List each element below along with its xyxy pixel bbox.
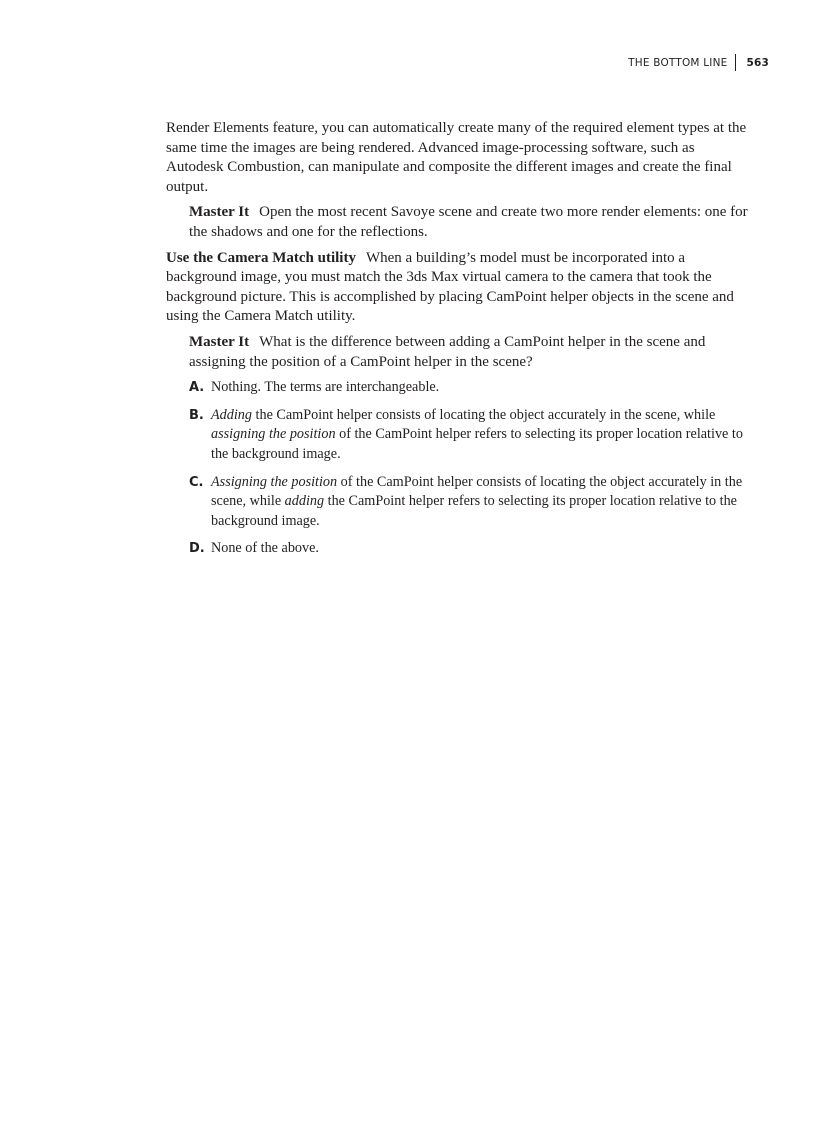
option-letter: B. <box>189 407 204 423</box>
master-it-text: Open the most recent Savoye scene and create two more render elements: one for the shadows and one for the reflections. <box>189 204 748 240</box>
option-text-part: the CamPoint helper consists of locating the object accurately in the scene, while <box>251 406 716 423</box>
option-text-part: of the CamPoint helper consists of locating the object accurately in the scene, while <box>211 473 743 510</box>
master-it-campoint <box>189 333 748 372</box>
camera-match-topic <box>166 249 748 327</box>
option-letter: A. <box>189 380 205 396</box>
option-emphasis: Assigning the position <box>211 473 338 490</box>
master-it-savoye <box>189 203 748 242</box>
page-header <box>628 54 769 71</box>
option-text: Nothing. The terms are interchangeable. <box>211 379 440 396</box>
answer-option-d <box>189 539 748 559</box>
running-head: THE BOTTOM LINE <box>628 56 728 69</box>
answer-option-a <box>189 378 748 398</box>
intro-paragraph: Render Elements feature, you can automatically create many of the required element types at the same time the images are being rendered. Advanced image-processing software, such as Autodesk Combustion, can manipulate and composite the different images and create the final output. <box>166 120 747 195</box>
option-text <box>211 406 748 465</box>
answer-option-b <box>189 406 748 465</box>
option-text-part: the CamPoint helper refers to selecting its proper location relative to the background image. <box>211 493 737 529</box>
master-it-label: Master It <box>189 333 250 350</box>
option-text-part: of the CamPoint helper refers to selecting its proper location relative to the background image. <box>211 426 743 462</box>
answer-options <box>189 378 748 559</box>
master-it-label: Master It <box>189 204 250 221</box>
option-emphasis: adding <box>284 493 325 510</box>
master-it-question: What is the difference between adding a CamPoint helper in the scene and assigning the position of a CamPoint helper in the scene? <box>189 333 706 370</box>
option-letter: C. <box>189 474 204 490</box>
option-emphasis: assigning the position <box>211 426 336 443</box>
option-emphasis: Adding <box>211 406 252 423</box>
page-number: 563 <box>746 56 769 69</box>
camera-match-label: Use the Camera Match utility <box>166 249 356 266</box>
option-text: None of the above. <box>211 540 319 557</box>
answer-option-c <box>189 473 748 532</box>
option-text <box>211 473 748 532</box>
option-letter: D. <box>189 541 205 557</box>
page-content <box>166 119 748 567</box>
camera-match-text: When a building’s model must be incorporated into a background image, you must match the 3ds Max virtual camera to the camera that took the background picture. This is accomplished by placing CamPoint helper objects in the scene and using the Camera Match utility. <box>166 249 734 325</box>
